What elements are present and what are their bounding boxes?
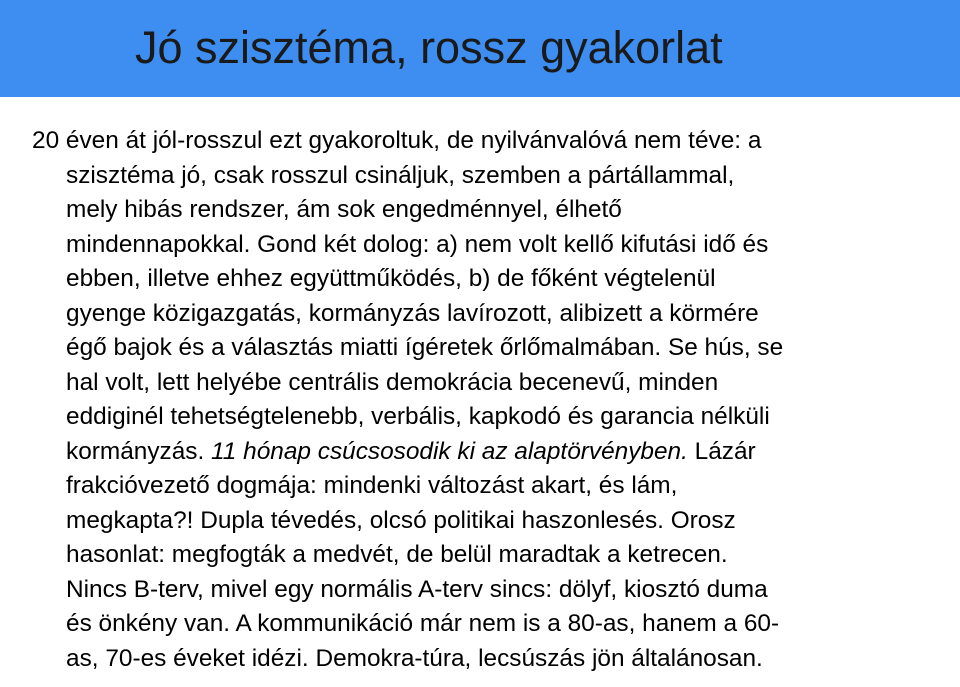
body-line: as, 70-es éveket idézi. Demokra-túra, lecsúszás jön általánosan. xyxy=(66,644,763,672)
italic-emphasis: 11 hónap csúcsosodik ki az alaptörvényben. xyxy=(211,437,688,465)
body-text-segment: kormányzás. xyxy=(66,437,205,465)
body-line-mixed xyxy=(32,435,932,470)
body-line: gyenge közigazgatás, kormányzás lavírozott, alibizett a körmére xyxy=(66,299,759,327)
body-text-segment: Lázár xyxy=(694,437,756,465)
body-line: hal volt, lett helyébe centrális demokrácia becenevű, minden xyxy=(66,368,719,396)
body-line: és önkény van. A kommunikáció már nem is a 80-as, hanem a 60- xyxy=(66,610,780,637)
body-line: frakcióvezető dogmája: mindenki változást akart, és lám, xyxy=(66,472,678,499)
body-line: mindennapokkal. Gond két dolog: a) nem volt kellő kifutási idő és xyxy=(66,230,769,258)
body-line: mely hibás rendszer, ám sok engedménnyel, élhető xyxy=(66,196,622,223)
slide-body xyxy=(32,124,932,676)
slide-title: Jó szisztéma, rossz gyakorlat xyxy=(135,22,723,73)
body-line: égő bajok és a választás miatti ígéretek őrlőmalmában. Se hús, se xyxy=(66,334,784,361)
body-line: ebben, illetve ehhez együttműködés, b) de főként végtelenül xyxy=(66,265,716,292)
body-line: eddiginél tehetségtelenebb, verbális, kapkodó és garancia nélküli xyxy=(66,403,770,430)
body-line: Nincs B-terv, mivel egy normális A-terv sincs: dölyf, kiosztó duma xyxy=(66,575,768,603)
body-line: hasonlat: megfogták a medvét, de belül maradtak a ketrecen. xyxy=(66,541,728,568)
body-line: megkapta?! Dupla tévedés, olcsó politikai haszonlesés. Orosz xyxy=(66,506,736,534)
body-line: szisztéma jó, csak rosszul csináljuk, szemben a pártállammal, xyxy=(66,161,735,189)
body-line: 20 éven át jól-rosszul ezt gyakoroltuk, de nyilvánvalóvá nem téve: a xyxy=(32,127,762,154)
